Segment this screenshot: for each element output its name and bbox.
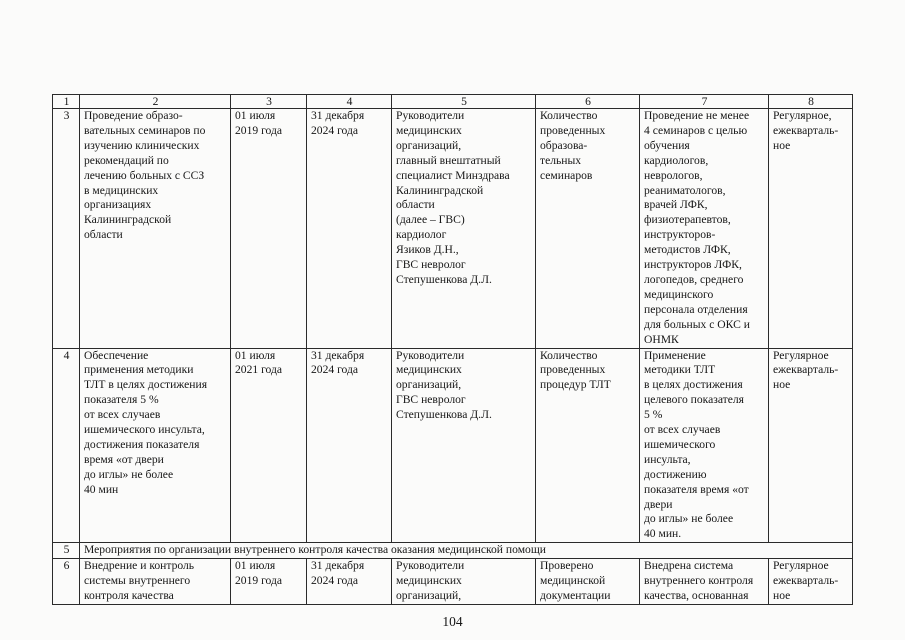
start-date-cell: 01 июля 2019 года (231, 559, 307, 605)
event-cell: Проведение образо- вательных семинаров по изучению клинических рекомендаций по лечению больных с ССЗ в медицинских организациях Калининградской области (80, 109, 231, 349)
row-number: 4 (53, 348, 80, 543)
column-number: 2 (80, 95, 231, 109)
column-number: 1 (53, 95, 80, 109)
column-number: 3 (231, 95, 307, 109)
indicator-cell: Количество проведенных образова- тельных семинаров (536, 109, 640, 349)
frequency-cell: Регулярное, ежекварталь- ное (769, 109, 853, 349)
column-number: 7 (640, 95, 769, 109)
row-number: 6 (53, 559, 80, 605)
frequency-cell: Регулярное ежекварталь- ное (769, 348, 853, 543)
responsible-cell: Руководители медицинских организаций, ГВС невролог Степушенкова Д.Л. (392, 348, 536, 543)
table-row (53, 559, 853, 605)
frequency-cell: Регулярное ежекварталь- ное (769, 559, 853, 605)
section-row (53, 543, 853, 559)
event-cell: Обеспечение применения методики ТЛТ в целях достижения показателя 5 % от всех случаев ишемического инсульта, достижения показателя время «от двери до иглы» не более 40 мин (80, 348, 231, 543)
column-number: 6 (536, 95, 640, 109)
indicator-cell: Проверено медицинской документации (536, 559, 640, 605)
end-date-cell: 31 декабря 2024 года (307, 109, 392, 349)
responsible-cell: Руководители медицинских организаций, (392, 559, 536, 605)
event-cell: Внедрение и контроль системы внутреннего контроля качества (80, 559, 231, 605)
start-date-cell: 01 июля 2019 года (231, 109, 307, 349)
measures-table (52, 94, 853, 605)
table-row (53, 109, 853, 349)
column-number: 4 (307, 95, 392, 109)
table-row (53, 348, 853, 543)
end-date-cell: 31 декабря 2024 года (307, 559, 392, 605)
section-title: Мероприятия по организации внутреннего контроля качества оказания медицинской помощи (80, 543, 853, 559)
row-number: 5 (53, 543, 80, 559)
column-number: 8 (769, 95, 853, 109)
end-date-cell: 31 декабря 2024 года (307, 348, 392, 543)
column-number: 5 (392, 95, 536, 109)
result-cell: Применение методики ТЛТ в целях достижения целевого показателя 5 % от всех случаев ишемического инсульта, достижению показателя время «от двери до иглы» не более 40 мин. (640, 348, 769, 543)
row-number: 3 (53, 109, 80, 349)
indicator-cell: Количество проведенных процедур ТЛТ (536, 348, 640, 543)
result-cell: Проведение не менее 4 семинаров с целью обучения кардиологов, неврологов, реаниматологов, врачей ЛФК, физиотерапевтов, инструкторов- методистов ЛФК, инструкторов ЛФК, логопедов, среднего медицинского персонала отделения для больных с ОКС и ОНМК (640, 109, 769, 349)
page-number: 104 (442, 614, 463, 629)
column-number-row (53, 95, 853, 109)
start-date-cell: 01 июля 2021 года (231, 348, 307, 543)
result-cell: Внедрена система внутреннего контроля качества, основанная (640, 559, 769, 605)
responsible-cell: Руководители медицинских организаций, главный внештатный специалист Минздрава Калининградской области (далее – ГВС) кардиолог Язиков Д.Н., ГВС невролог Степушенкова Д.Л. (392, 109, 536, 349)
